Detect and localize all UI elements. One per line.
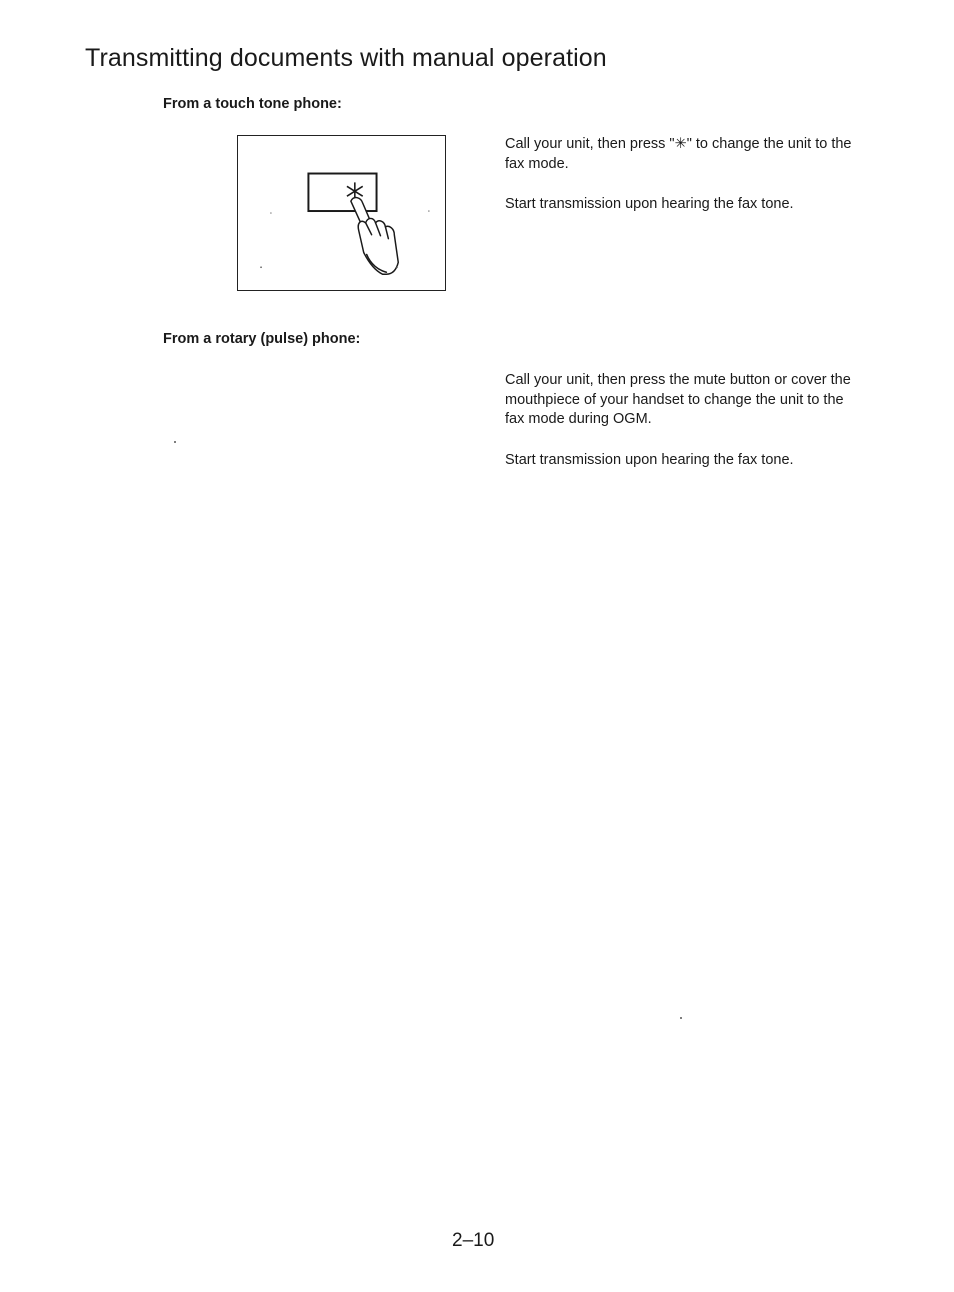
scan-speck: [174, 441, 176, 443]
touch-tone-instructions: [505, 135, 865, 236]
rotary-step-2: Start transmission upon hearing the fax tone.: [505, 451, 794, 468]
rotary-step-1: Call your unit, then press the mute button or cover the mouthpiece of your handset to change the unit to the fax mode during OGM.: [505, 372, 851, 427]
page-number: 2–10: [452, 1230, 495, 1251]
page-title: Transmitting documents with manual operation: [85, 44, 607, 72]
star-key-illustration: [237, 135, 446, 291]
rotary-heading: From a rotary (pulse) phone:: [163, 331, 361, 347]
touch-tone-heading: From a touch tone phone:: [163, 96, 342, 112]
touch-tone-step-1: Call your unit, then press "✳" to change the unit to the fax mode.: [505, 136, 852, 172]
rotary-instructions: [505, 371, 865, 491]
finger-pressing-star-key-icon: [238, 136, 445, 290]
scan-speck: [680, 1017, 682, 1019]
touch-tone-step-2: Start transmission upon hearing the fax tone.: [505, 196, 794, 212]
